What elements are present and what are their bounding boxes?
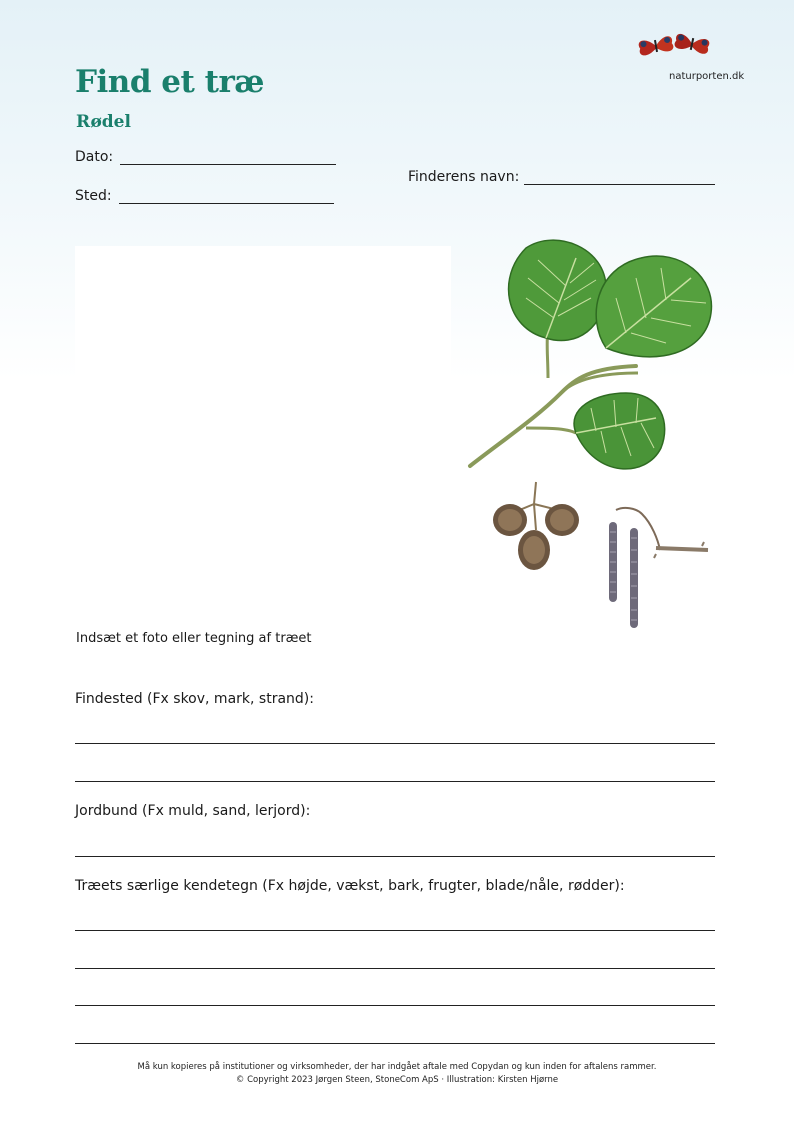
alder-cones-illustration [488,480,584,580]
tree-name: Rødel [76,112,131,132]
kendetegn-line-1[interactable] [75,930,715,931]
brand-link[interactable]: naturporten.dk [669,71,745,82]
kendetegn-line-4[interactable] [75,1043,715,1044]
jordbund-line-1[interactable] [75,856,715,857]
photo-caption: Indsæt et foto eller tegning af træet [76,631,312,646]
kendetegn-label: Træets særlige kendetegn (Fx højde, vækst, bark, frugter, blade/nåle, rødder): [75,878,625,894]
kendetegn-line-2[interactable] [75,968,715,969]
jordbund-label: Jordbund (Fx muld, sand, lerjord): [75,803,311,819]
findested-line-2[interactable] [75,781,715,782]
finder-line[interactable] [524,184,715,185]
kendetegn-line-3[interactable] [75,1005,715,1006]
footer-license: Må kun kopieres på institutioner og virksomheder, der har indgået aftale med Copydan og kun inden for aftalens rammer. [137,1062,657,1072]
place-label: Sted: [75,188,112,204]
finder-label: Finderens navn: [408,169,520,185]
butterfly-icon [634,26,718,66]
date-label: Dato: [75,149,114,165]
photo-drop-area[interactable] [75,246,451,620]
findested-line-1[interactable] [75,743,715,744]
footer-copyright: © Copyright 2023 Jørgen Steen, StoneCom ApS · Illustration: Kirsten Hjørne [235,1075,559,1085]
findested-label: Findested (Fx skov, mark, strand): [75,691,314,707]
date-line[interactable] [120,164,336,165]
page-title: Find et træ [75,64,265,100]
alder-leaves-illustration [466,228,726,498]
alder-catkins-illustration [602,502,712,632]
place-line[interactable] [119,203,334,204]
